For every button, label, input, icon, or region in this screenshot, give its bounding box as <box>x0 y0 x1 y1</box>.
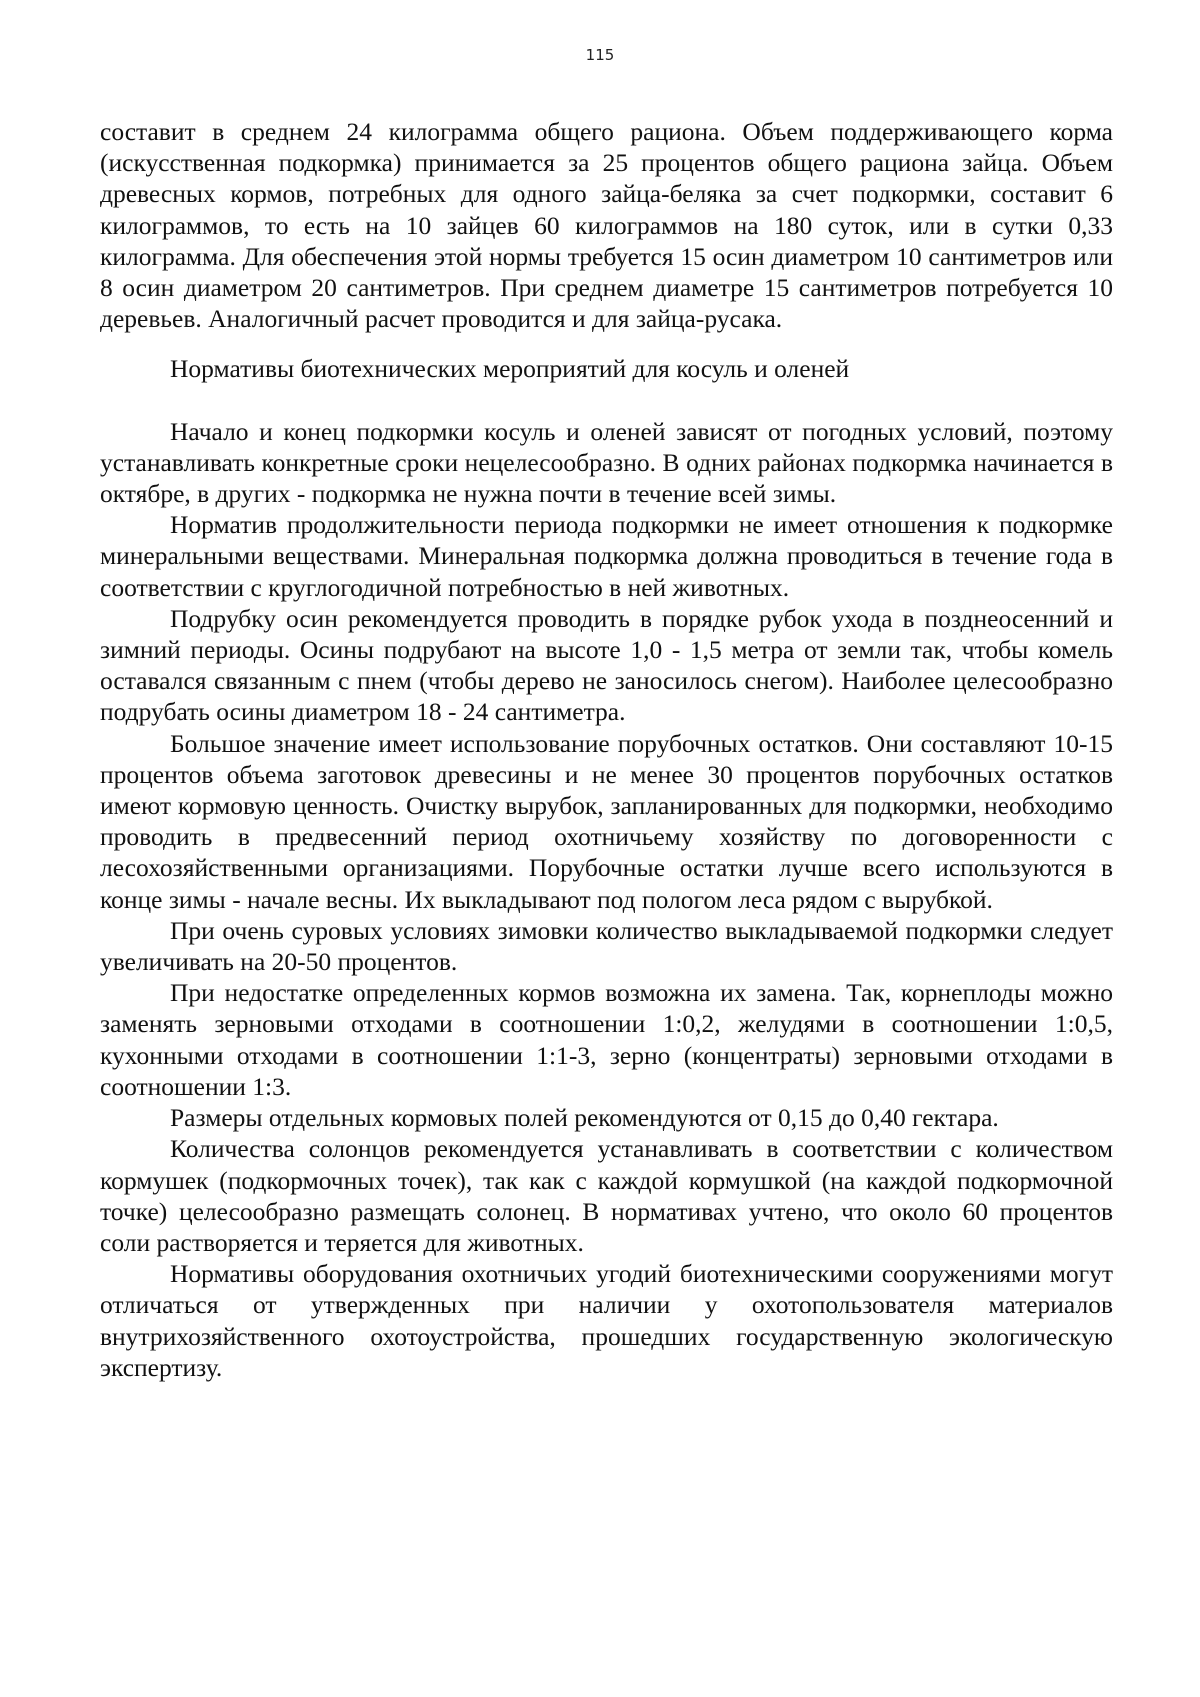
section-heading-roe-deer-standards: Нормативы биотехнических мероприятий для косуль и оленей <box>170 354 850 384</box>
paragraph-hare-feed-calculation: составит в среднем 24 килограмма общего рациона. Объем поддерживающего корма (искусственная подкормка) принимается за 25 процентов общего рациона зайца. Объем древесных кормов, потребных для одного зайца-беляка за счет подкормки, составит 6 килограммов, то есть на 10 зайцев 60 килограммов на 180 суток, или в сутки 0,33 килограмма. Для обеспечения этой нормы требуется 15 осин диаметром 10 сантиметров или 8 осин диаметром 20 сантиметров. При среднем диаметре 15 сантиметров потребуется 10 деревьев. Аналогичный расчет проводится и для зайца-русака. <box>100 117 1113 334</box>
paragraph-aspen-cutting: Подрубку осин рекомендуется проводить в порядке рубок ухода в позднеосенний и зимний периоды. Осины подрубают на высоте 1,0 - 1,5 метра от земли так, чтобы комель оставался связанным с пнем (чтобы дерево не заносилось снегом). Наиболее целесообразно подрубать осины диаметром 18 - 24 сантиметра. <box>100 603 1113 727</box>
paragraph-feeding-start-end: Начало и конец подкормки косуль и оленей зависят от погодных условий, поэтому устанавливать конкретные сроки нецелесообразно. В одних районах подкормка начинается в октябре, в других - подкормка не нужна почти в течение всей зимы. <box>100 416 1113 509</box>
paragraph-mineral-feeding: Норматив продолжительности периода подкормки не имеет отношения к подкормке минеральными веществами. Минеральная подкормка должна проводиться в течение года в соответствии с круглогодичной потребностью в ней животных. <box>100 510 1113 602</box>
paragraph-equipment-standards: Нормативы оборудования охотничьих угодий биотехническими сооружениями могут отличаться от утвержденных при наличии у охотопользователя материалов внутрихозяйственного охотоустройства, прошедших государственную экологическую экспертизу. <box>100 1259 1113 1382</box>
paragraph-feed-replacement: При недостатке определенных кормов возможна их замена. Так, корнеплоды можно заменять зерновыми отходами в соотношении 1:0,2, желудями в соотношении 1:0,5, кухонными отходами в соотношении 1:1-3, зерно (концентраты) зерновыми отходами в соотношении 1:3. <box>100 978 1113 1101</box>
paragraph-logging-residues: Большое значение имеет использование порубочных остатков. Они составляют 10-15 процентов объема заготовок древесины и не менее 30 процентов порубочных остатков имеют кормовую ценность. Очистку вырубок, запланированных для подкормки, необходимо проводить в предвесенний период охотничьему хозяйству по договоренности с лесохозяйственными организациями. Порубочные остатки лучше всего используются в конце зимы - начале весны. Их выкладывают под пологом леса рядом с вырубкой. <box>100 728 1113 914</box>
paragraph-severe-winter: При очень суровых условиях зимовки количество выкладываемой подкормки следует увеличивать на 20-50 процентов. <box>100 915 1113 977</box>
paragraph-salt-licks: Количества солонцов рекомендуется устанавливать в соответствии с количеством кормушек (подкормочных точек), так как с каждой кормушкой (на каждой подкормочной точке) целесообразно размещать солонец. В нормативах учтено, что около 60 процентов соли растворяется и теряется для животных. <box>100 1134 1113 1257</box>
paragraph-feed-field-size: Размеры отдельных кормовых полей рекомендуются от 0,15 до 0,40 гектара. <box>170 1103 999 1133</box>
page-number: 115 <box>585 46 615 64</box>
document-body <box>100 116 1113 1383</box>
